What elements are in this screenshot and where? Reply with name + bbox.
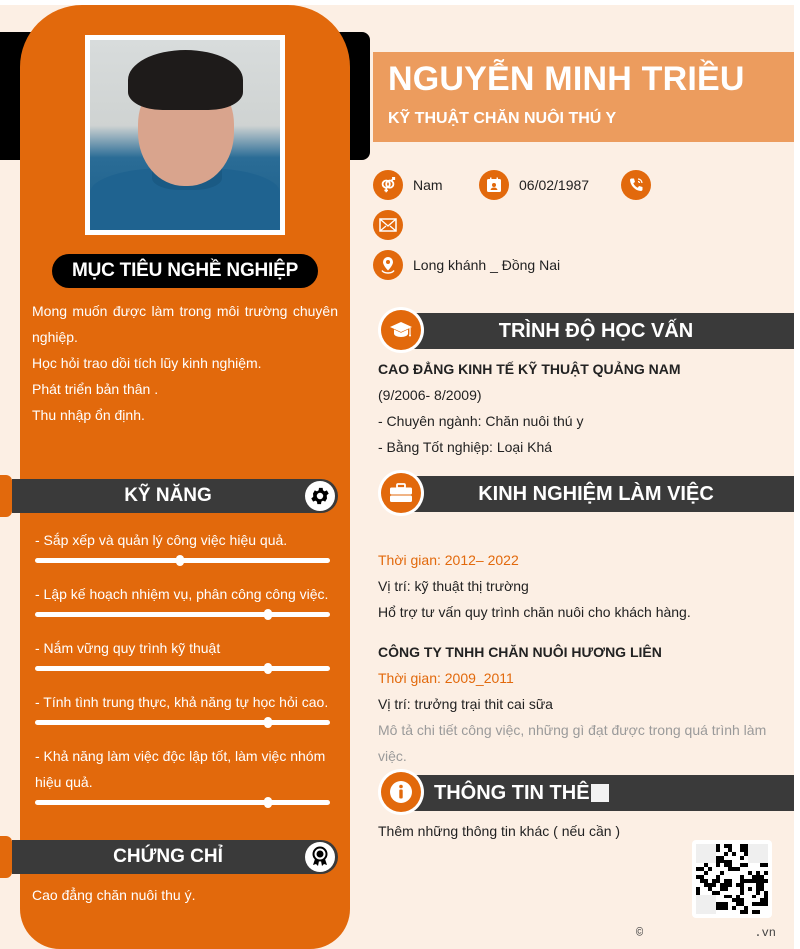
skills-header	[0, 479, 338, 513]
experience-job-2	[378, 639, 778, 769]
skill-item	[35, 581, 330, 617]
objective-line: Học hỏi trao dồi tích lũy kinh nghiệm.	[32, 355, 262, 371]
skill-label: - Khả năng làm việc độc lập tốt, làm việc nhóm hiệu quả.	[35, 748, 326, 790]
job-time: Thời gian: 2012– 2022	[378, 552, 519, 568]
additional-info-header	[378, 769, 794, 815]
qr-code	[692, 840, 772, 918]
copyright-symbol: ©	[636, 926, 644, 940]
address-value: Long khánh _ Đồng Nai	[413, 257, 561, 273]
gear-icon	[305, 481, 335, 511]
info-icon	[381, 772, 421, 812]
award-icon	[305, 842, 335, 872]
skill-item	[35, 527, 330, 563]
school-name: CAO ĐẲNG KINH TẾ KỸ THUẬT QUẢNG NAM	[378, 361, 681, 377]
skill-label: - Sắp xếp và quản lý công việc hiệu quả.	[35, 532, 288, 548]
redaction-box	[591, 784, 609, 802]
education-title: TRÌNH ĐỘ HỌC VẤN	[498, 319, 694, 342]
job-position: Vị trí: trưởng trại thit cai sữa	[378, 696, 553, 712]
skill-bar	[35, 558, 330, 563]
profile-photo-frame	[85, 35, 285, 235]
experience-header	[378, 470, 794, 516]
education-degree: - Bằng Tốt nghiệp: Loại Khá	[378, 439, 553, 455]
objective-line: Thu nhập ổn định.	[32, 407, 145, 423]
skill-bar	[35, 612, 330, 617]
phone-icon	[621, 170, 651, 200]
education-major: - Chuyên ngành: Chăn nuôi thú y	[378, 413, 584, 429]
skill-bar	[35, 800, 330, 805]
education-header	[378, 307, 794, 353]
calendar-icon	[479, 170, 509, 200]
certificates-header	[0, 840, 338, 874]
skill-bar	[35, 666, 330, 671]
objective-line: Phát triển bản thân .	[32, 381, 159, 397]
skill-label: - Nắm vững quy trình kỹ thuật	[35, 640, 221, 656]
experience-title: KINH NGHIỆM LÀM VIỆC	[478, 482, 714, 505]
experience-job-1	[378, 547, 778, 625]
profile-photo	[90, 40, 280, 230]
briefcase-icon	[381, 473, 421, 513]
birthdate-value: 06/02/1987	[519, 177, 590, 193]
job-description: Hổ trợ tư vấn quy trình chăn nuôi cho khách hàng.	[378, 604, 691, 620]
job-position: Vị trí: kỹ thuật thị trường	[378, 578, 529, 594]
cv-page	[0, 5, 794, 949]
email-icon	[373, 210, 403, 240]
job-time: Thời gian: 2009_2011	[378, 670, 514, 686]
certificates-title: CHỨNG CHỈ	[113, 846, 223, 867]
copyright-footer	[636, 926, 776, 940]
skill-label: - Tính tình trung thực, khả năng tự học hỏi cao.	[35, 694, 329, 710]
objective-text	[32, 298, 338, 428]
education-period: (9/2006- 8/2009)	[378, 387, 482, 403]
skill-item	[35, 635, 330, 671]
location-pin-icon	[373, 250, 403, 280]
sidebar	[20, 5, 350, 949]
domain-suffix: .vn	[754, 926, 776, 940]
objective-heading: MỤC TIÊU NGHỀ NGHIỆP	[52, 254, 318, 288]
graduation-cap-icon	[381, 310, 421, 350]
skill-item	[35, 689, 330, 725]
education-content	[378, 356, 778, 460]
job-company: CÔNG TY TNHH CHĂN NUÔI HƯƠNG LIÊN	[378, 644, 662, 660]
job-description: Mô tả chi tiết công việc, những gì đạt được trong quá trình làm việc.	[378, 722, 767, 764]
gender-value: Nam	[413, 177, 443, 193]
additional-info-title: THÔNG TIN THÊ	[434, 781, 590, 804]
skill-item	[35, 743, 330, 805]
skills-title: KỸ NĂNG	[124, 485, 212, 506]
full-name: NGUYỄN MINH TRIỀU	[388, 60, 745, 98]
certificate-item: Cao đẳng chăn nuôi thu ý.	[32, 887, 196, 903]
skill-label: - Lập kế hoạch nhiệm vụ, phân công công việc.	[35, 586, 329, 602]
additional-info-text: Thêm những thông tin khác ( nếu cần )	[378, 823, 621, 839]
gender-icon	[373, 170, 403, 200]
skill-bar	[35, 720, 330, 725]
skills-list	[35, 527, 330, 823]
objective-line: Mong muốn được làm trong môi trường chuyên nghiệp.	[32, 303, 338, 345]
name-banner	[373, 52, 794, 142]
job-title: KỸ THUẬT CHĂN NUÔI THÚ Y	[388, 110, 617, 127]
